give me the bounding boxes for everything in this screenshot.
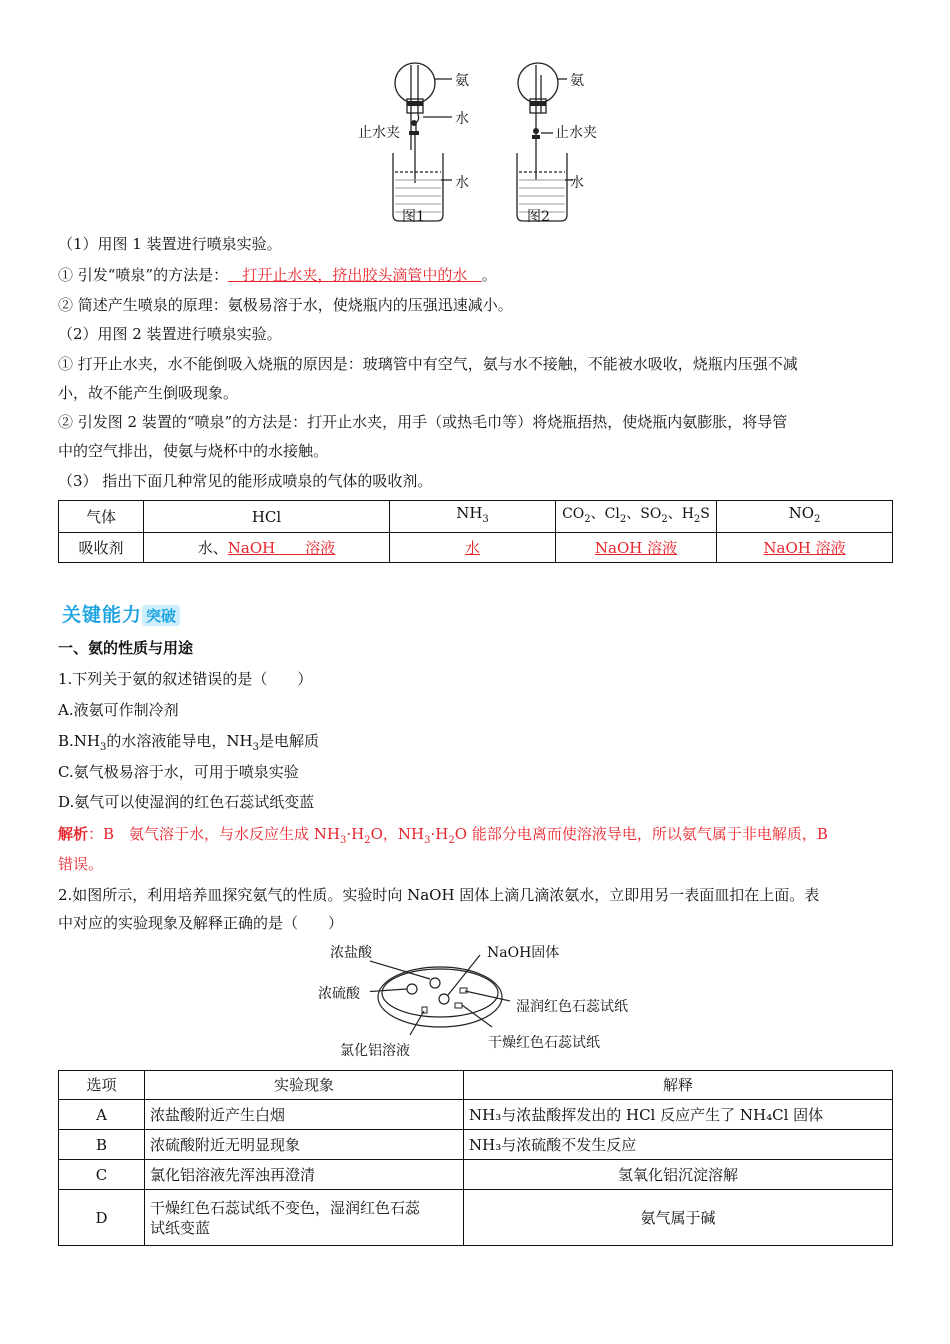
q1-method-prompt: ① 引发“喷泉”的方法是： — [58, 266, 229, 284]
col-explanation: 解释 — [464, 1071, 893, 1100]
absorbent-no2: NaOH 溶液 — [717, 533, 893, 563]
q1-line-7: ② 引发图 2 装置的“喷泉”的方法是：打开止水夹，用手（或热毛巾等）将烧瓶捂热，使烧瓶内氨膨胀，将导管 — [58, 413, 788, 431]
absorbent-co2-group: NaOH 溶液 — [556, 533, 717, 563]
col-phenomenon: 实验现象 — [145, 1071, 464, 1100]
q1-line-1: （1）用图 1 装置进行喷泉实验。 — [58, 235, 282, 253]
gas-no2: $NO_2$ — [717, 501, 893, 533]
dish-label-wet-paper: 湿润红色石蕊试纸 — [516, 999, 628, 1015]
gas-header: 气体 — [59, 501, 144, 533]
mc1-option-a: A.液氨可作制冷剂 — [58, 701, 179, 719]
fig1-label-water-beaker: 水 — [455, 175, 469, 191]
dish-label-hcl: 浓盐酸 — [330, 945, 372, 961]
explanation-cell: NH₃与浓硫酸不发生反应 — [464, 1130, 893, 1160]
fig2-label-water: 水 — [570, 175, 584, 191]
phenomenon-cell: 浓硫酸附近无明显现象 — [145, 1130, 464, 1160]
absorbent-hcl: 水、NaOH 溶液 — [144, 533, 390, 563]
fig2-caption: 图2 — [527, 209, 550, 225]
gas-hcl: HCl — [144, 501, 390, 533]
key-ability-heading: 关键能力 突破 — [62, 600, 180, 627]
fig1-label-water-top: 水 — [455, 111, 469, 127]
section-subtitle: 一、氨的性质与用途 — [58, 639, 194, 657]
fig2-label-ammonia: 氨 — [570, 73, 584, 89]
option-label: C — [59, 1160, 145, 1190]
fig1-caption: 图1 — [402, 209, 425, 225]
apparatus-2 — [517, 63, 573, 221]
q1-line-2: ① 引发“喷泉”的方法是： 打开止水夹，挤出胶头滴管中的水 。 — [58, 266, 497, 284]
q1-line-9: （3） 指出下面几种常见的能形成喷泉的气体的吸收剂。 — [58, 472, 433, 490]
gas-nh3: $NH_3$ — [390, 501, 556, 533]
table-row — [59, 1130, 893, 1160]
dish-label-dry-paper: 干燥红色石蕊试纸 — [488, 1035, 600, 1051]
mc1-analysis: 解析：B 氨气溶于水，与水反应生成 $NH_3\cdot H_2O$，$NH_3\cdot H_2O$ 能部分电离而使溶液导电，所以氨气属于非电解质，B — [58, 825, 828, 846]
q1-line-3: ② 简述产生喷泉的原理：氨极易溶于水，使烧瓶内的压强迅速减小。 — [58, 296, 513, 314]
phenomenon-cell: 干燥红色石蕊试纸不变色，湿润红色石蕊 试纸变蓝 — [145, 1190, 464, 1246]
explanation-cell: 氢氧化铝沉淀溶解 — [464, 1160, 893, 1190]
q1-line-6: 小，故不能产生倒吸现象。 — [58, 384, 239, 402]
mc1-option-d: D.氨气可以使湿润的红色石蕊试纸变蓝 — [58, 793, 315, 811]
petri-dish-figure — [370, 955, 520, 1040]
phenomenon-cell: 氯化铝溶液先浑浊再澄清 — [145, 1160, 464, 1190]
dish-label-h2so4: 浓硫酸 — [318, 986, 360, 1002]
q1-line-5: ① 打开止水夹，水不能倒吸入烧瓶的原因是：玻璃管中有空气，氨与水不接触，不能被水吸收，烧瓶内压强不减 — [58, 355, 798, 373]
mc2-stem-1: 2.如图所示，利用培养皿探究氨气的性质。实验时向 NaOH 固体上滴几滴浓氨水，立即用另一表面皿扣在上面。表 — [58, 886, 820, 904]
q1-method-answer: 打开止水夹，挤出胶头滴管中的水 — [242, 266, 468, 284]
mc1-option-c: C.氨气极易溶于水，可用于喷泉实验 — [58, 763, 299, 781]
mc1-stem: 1.下列关于氨的叙述错误的是（ ） — [58, 670, 313, 688]
table-row — [59, 1190, 893, 1246]
absorbent-label: 吸收剂 — [59, 533, 144, 563]
dish-label-alcl3: 氯化铝溶液 — [340, 1043, 410, 1059]
explanation-cell: NH₃与浓盐酸挥发出的 HCl 反应产生了 NH₄Cl 固体 — [464, 1100, 893, 1130]
option-label: D — [59, 1190, 145, 1246]
col-option: 选项 — [59, 1071, 145, 1100]
fig1-label-clamp: 止水夹 — [358, 125, 400, 141]
table-row — [59, 1160, 893, 1190]
fig2-label-clamp: 止水夹 — [555, 125, 597, 141]
absorbent-nh3: 水 — [390, 533, 556, 563]
q1-line-4: （2）用图 2 装置进行喷泉实验。 — [58, 325, 282, 343]
mc1-analysis-cont: 错误。 — [58, 855, 104, 873]
gas-co2-group: $CO_2$、$Cl_2$、$SO_2$、$H_2S$ — [556, 501, 717, 533]
explanation-cell: 氨气属于碱 — [464, 1190, 893, 1246]
apparatus-1 — [393, 63, 452, 221]
mc2-stem-2: 中对应的实验现象及解释正确的是（ ） — [58, 914, 344, 932]
phenomenon-cell: 浓盐酸附近产生白烟 — [145, 1100, 464, 1130]
absorbent-table — [58, 500, 893, 563]
option-label: B — [59, 1130, 145, 1160]
key-ability-badge: 突破 — [142, 605, 180, 626]
fig1-label-ammonia: 氨 — [455, 73, 469, 89]
table-row — [59, 1100, 893, 1130]
q1-line-8: 中的空气排出，使氨与烧杯中的水接触。 — [58, 442, 329, 460]
option-label: A — [59, 1100, 145, 1130]
mc1-option-b: $B.NH_3$的水溶液能导电，$NH_3$是电解质 — [58, 732, 319, 753]
dish-label-naoh: NaOH固体 — [487, 945, 560, 961]
options-table — [58, 1070, 893, 1246]
